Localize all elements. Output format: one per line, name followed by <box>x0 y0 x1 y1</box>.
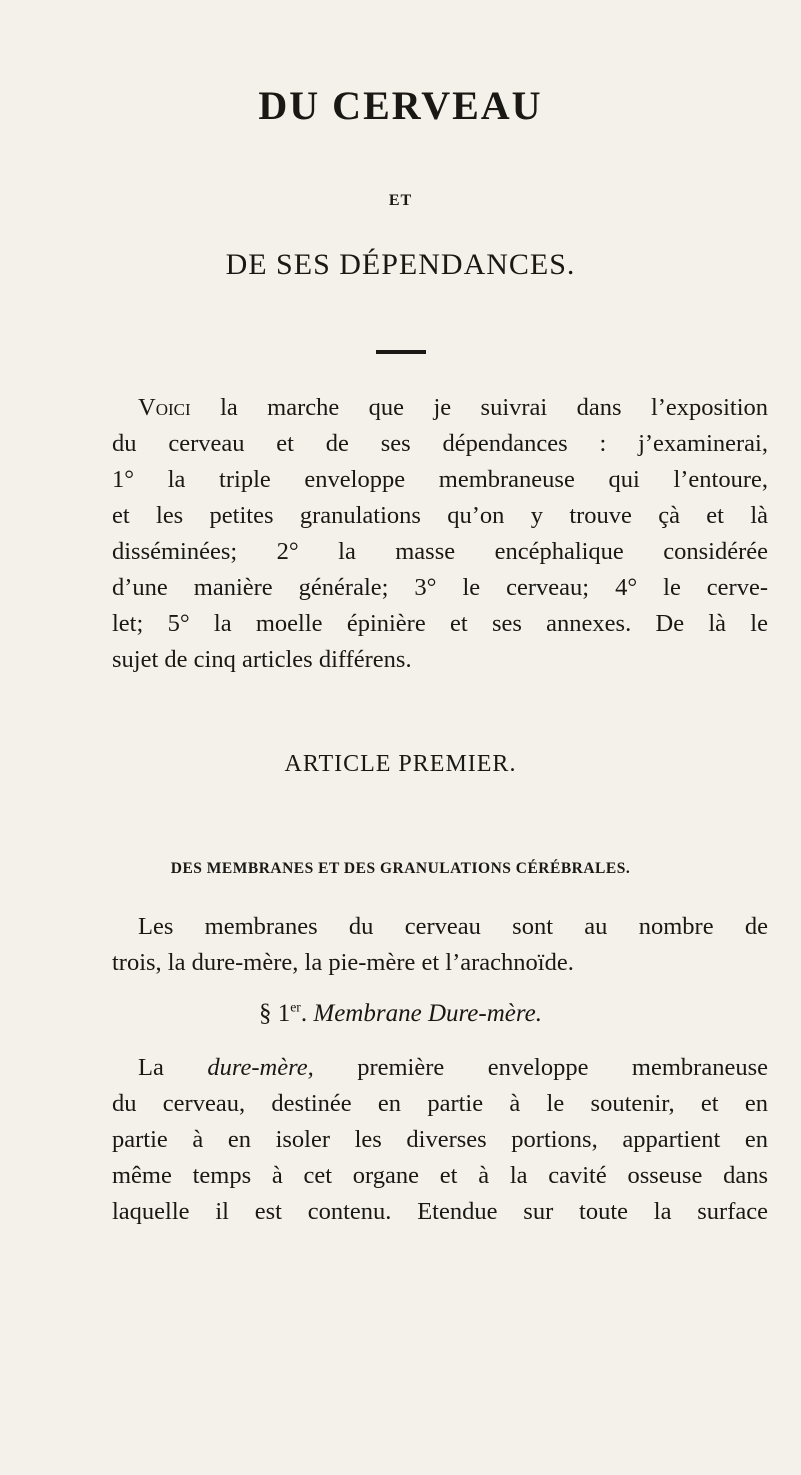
intro-line-3: 1° la triple enveloppe membraneuse qui l’entoure, <box>112 466 768 493</box>
intro-first-word: Voici <box>138 394 191 421</box>
intro-line-8: sujet de cinq articles différens. <box>112 646 412 673</box>
section-title: Membrane Dure-mère. <box>313 1000 543 1027</box>
intro-line-4: et les petites granulations qu’on y trouve çà et là <box>112 502 768 529</box>
intro-line-6: d’une manière générale; 3° le cerveau; 4° le cerve- <box>112 574 768 601</box>
intro-line-5: disséminées; 2° la masse encéphalique considérée <box>112 538 768 565</box>
intro-line-1: Voici la marche que je suivrai dans l’exposition <box>138 394 768 421</box>
body-line-1: La dure-mère, première enveloppe membraneuse <box>138 1054 768 1081</box>
section-marker: § 1 <box>258 1000 291 1027</box>
intro-line-7: let; 5° la moelle épinière et ses annexes. De là le <box>112 610 768 637</box>
body-line-5: laquelle il est contenu. Etendue sur toute la surface <box>112 1198 768 1225</box>
article-title: ARTICLE PREMIER. <box>284 751 517 777</box>
intro-line-2: du cerveau et de ses dépendances : j’examinerai, <box>112 430 768 457</box>
article-paragraph <box>112 909 768 981</box>
section-marker-sup: er <box>290 999 301 1015</box>
article-line-1: Les membranes du cerveau sont au nombre de <box>138 913 768 940</box>
intro-paragraph <box>112 390 768 678</box>
body-lead-term: dure-mère, <box>207 1054 314 1081</box>
section-heading: § 1er. Membrane Dure-mère. <box>258 999 543 1027</box>
title-conjunction: ET <box>388 192 413 209</box>
article-line-2: trois, la dure-mère, la pie-mère et l’arachnoïde. <box>112 949 574 976</box>
page-subtitle: DE SES DÉPENDANCES. <box>225 248 576 281</box>
page-title: DU CERVEAU <box>258 83 543 128</box>
article-heading: DES MEMBRANES ET DES GRANULATIONS CÉRÉBRALES. <box>170 860 631 877</box>
body-line-2: du cerveau, destinée en partie à le soutenir, et en <box>112 1090 768 1117</box>
body-line-3: partie à en isoler les diverses portions, appartient en <box>112 1126 768 1153</box>
body-paragraph <box>112 1050 768 1230</box>
body-line-4: même temps à cet organe et à la cavité osseuse dans <box>112 1162 768 1189</box>
decorative-rule <box>376 350 426 354</box>
